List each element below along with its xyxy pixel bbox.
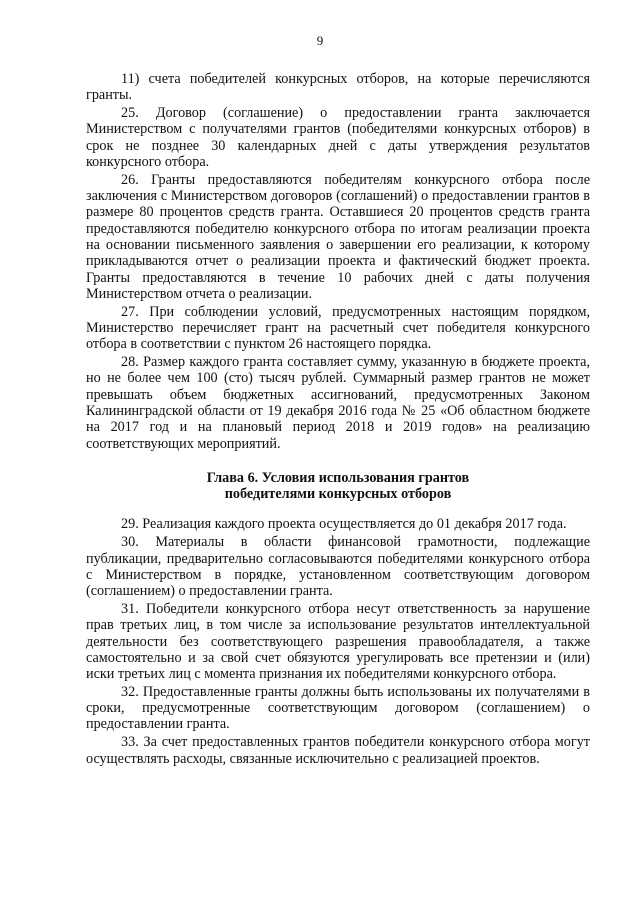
paragraph-26: 26. Гранты предоставляются победителям конкурсного отбора после заключения с Министерством договоров (соглашений) о предоставлении грантов в размере 80 процентов средств гранта. Оставшиеся 20 процентов средств гранта предоставляются победителю конкурсного отбора по итогам реализации проекта на основании письменного заявления о завершении его реализации, к которому прикладываются отчет о реализации проекта и фактический бюджет проекта. Гранты предоставляются в течение 10 рабочих дней с даты получения Министерством отчета о реализации.: [86, 171, 590, 302]
paragraph-25: 25. Договор (соглашение) о предоставлении гранта заключается Министерством с получателями грантов (победителями конкурсных отборов) в срок не позднее 30 календарных дней с даты утверждения результатов конкурсного отбора.: [86, 105, 590, 170]
paragraph-33: 33. За счет предоставленных грантов победители конкурсного отбора могут осуществлять расходы, связанные исключительно с реализацией проектов.: [86, 734, 590, 767]
chapter-heading: [86, 470, 590, 503]
chapter-title-line-2: победителями конкурсных отборов: [224, 486, 452, 503]
paragraph-30: 30. Материалы в области финансовой грамотности, подлежащие публикации, предварительно согласовываются победителями конкурсного отбора с Министерством в порядке, установленном соответствующим договором (соглашением) о предоставлении гранта.: [86, 534, 590, 600]
paragraph-31: 31. Победители конкурсного отбора несут ответственность за нарушение прав третьих лиц, в том числе за использование результатов интеллектуальной деятельности без соответствующего разрешения правообладателя, а также самостоятельно и за свой счет обязуются урегулировать все претензии и (или) иски третьих лиц с момента признания их победителями конкурсного отбора.: [86, 600, 590, 683]
paragraph-29: 29. Реализация каждого проекта осуществляется до 01 декабря 2017 года.: [121, 516, 567, 533]
chapter-title-line-1: Глава 6. Условия использования грантов: [206, 469, 470, 486]
paragraph-27: 27. При соблюдении условий, предусмотренных настоящим порядком, Министерство перечисляет грант на расчетный счет победителя конкурсного отбора в соответствии с пунктом 26 настоящего порядка.: [86, 303, 590, 353]
paragraph-32: 32. Предоставленные гранты должны быть использованы их получателями в сроки, предусмотренные соответствующим договором (соглашением) о предоставлении гранта.: [86, 683, 590, 733]
page-number: 9: [316, 33, 324, 48]
paragraph-28: 28. Размер каждого гранта составляет сумму, указанную в бюджете проекта, но не более чем 100 (сто) тысяч рублей. Суммарный размер грантов не может превышать объем бюджетных ассигнований, предусмотренных Законом Калининградской области от 19 декабря 2016 года № 25 «Об областном бюджете на 2017 год и на плановый период 2018 и 2019 годов» на реализацию соответствующих мероприятий.: [86, 354, 590, 452]
paragraph-11: 11) счета победителей конкурсных отборов, на которые перечисляются гранты.: [86, 71, 590, 104]
